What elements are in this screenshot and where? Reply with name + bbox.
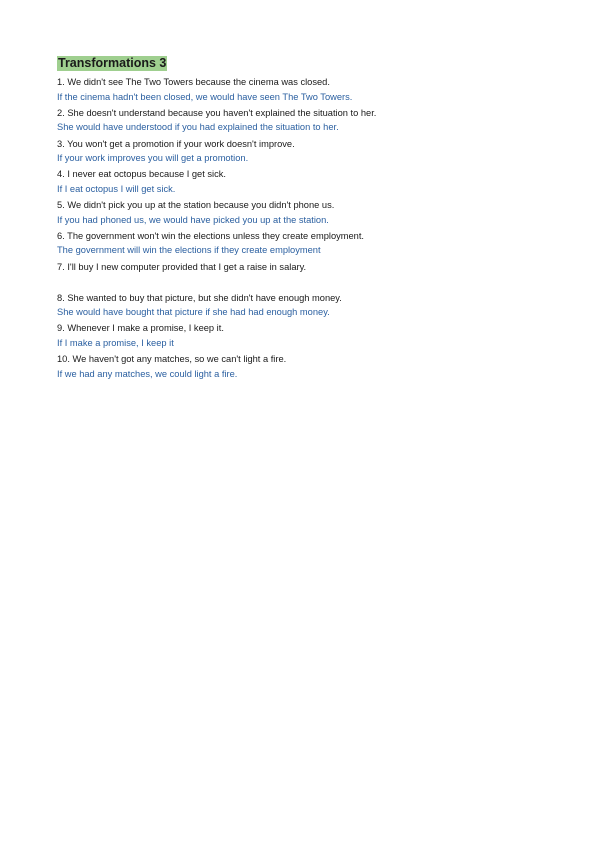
exercise-item-3 [57,138,577,169]
exercise-item-2 [57,107,577,138]
exercise-question: 3. You won't get a promotion if your work doesn't improve. [57,138,295,149]
exercise-answer: The government will win the elections if they create employment [57,245,321,256]
exercise-answer: She would have bought that picture if she had had enough money. [57,307,330,318]
exercise-answer: If I make a promise, I keep it [57,337,174,348]
exercise-answer: If your work improves you will get a promotion. [57,153,249,164]
exercise-item-9 [57,322,577,353]
exercise-question: 4. I never eat octopus because I get sick. [57,169,226,180]
exercise-item-7 [57,261,577,292]
exercise-item-6 [57,230,577,261]
exercise-item-4 [57,168,577,199]
exercise-question: 10. We haven't got any matches, so we can't light a fire. [57,354,287,365]
exercise-answer: If the cinema hadn't been closed, we would have seen The Two Towers. [57,91,353,102]
exercise-item-8 [57,292,577,323]
exercise-answer: If we had any matches, we could light a fire. [57,368,238,379]
page-title: Transformations 3 [58,56,167,70]
exercise-answer: If you had phoned us, we would have picked you up at the station. [57,214,329,225]
exercise-question: 8. She wanted to buy that picture, but she didn't have enough money. [57,292,342,303]
exercise-question: 6. The government won't win the elections unless they create employment. [57,230,365,241]
exercise-question: 1. We didn't see The Two Towers because the cinema was closed. [57,77,330,87]
exercise-item-5 [57,199,577,230]
exercise-answer: If I eat octopus I will get sick. [57,183,176,194]
exercise-answer: She would have understood if you had explained the situation to her. [57,122,339,133]
exercise-question: 9. Whenever I make a promise, I keep it. [57,323,224,334]
exercise-question: 2. She doesn't understand because you haven't explained the situation to her. [57,107,377,118]
exercise-question: 5. We didn't pick you up at the station because you didn't phone us. [57,200,335,211]
exercise-list [57,76,577,384]
exercise-question: 7. I'll buy I new computer provided that I get a raise in salary. [57,261,307,272]
exercise-item-10 [57,353,577,384]
exercise-item-1 [57,76,577,107]
